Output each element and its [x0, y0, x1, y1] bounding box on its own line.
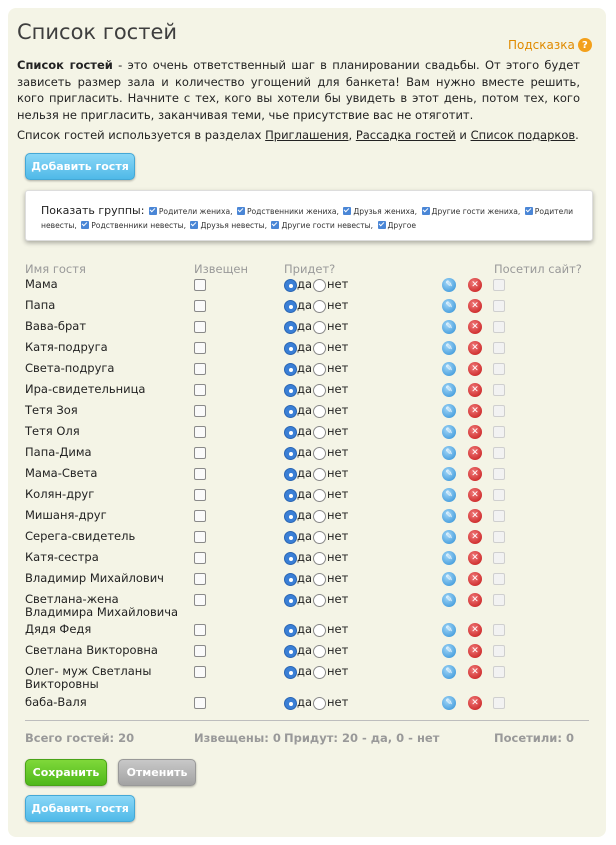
guest-name: Светлана-жена Владимира Михайловича	[25, 592, 179, 619]
coming-no-label: нет	[327, 340, 349, 354]
coming-yes-radio[interactable]	[284, 300, 297, 313]
visited-checkbox	[493, 531, 505, 543]
comma: ,	[348, 128, 353, 142]
table-divider	[25, 720, 589, 721]
delete-icon[interactable]: ✕	[468, 320, 482, 334]
group-checkbox[interactable]	[271, 221, 279, 229]
edit-icon[interactable]: ✎	[442, 530, 456, 544]
guest-name: Владимир Михайлович	[25, 571, 164, 585]
delete-icon[interactable]: ✕	[468, 341, 482, 355]
coming-no-radio[interactable]	[313, 384, 326, 397]
coming-yes-radio[interactable]	[284, 342, 297, 355]
visited-checkbox	[493, 468, 505, 480]
group-checkbox[interactable]	[149, 207, 157, 215]
coming-no-radio[interactable]	[313, 363, 326, 376]
coming-yes-label: да	[297, 508, 312, 522]
coming-yes-radio[interactable]	[284, 384, 297, 397]
guest-name: Катя-сестра	[25, 550, 99, 564]
guest-name: Папа-Дима	[25, 445, 92, 459]
group-label: Друзья жениха,	[353, 207, 418, 216]
notified-checkbox[interactable]	[194, 697, 206, 709]
group-label: Друзья невесты,	[200, 221, 268, 230]
coming-no-radio[interactable]	[313, 697, 326, 710]
notified-checkbox[interactable]	[194, 594, 206, 606]
visited-checkbox	[493, 321, 505, 333]
coming-yes-radio[interactable]	[284, 279, 297, 292]
delete-icon[interactable]: ✕	[468, 593, 482, 607]
guest-name: Светлана Викторовна	[25, 643, 158, 657]
edit-icon[interactable]: ✎	[442, 644, 456, 658]
delete-icon[interactable]: ✕	[468, 446, 482, 460]
group-checkbox[interactable]	[237, 207, 245, 215]
guest-name: Вава-брат	[25, 319, 87, 333]
coming-yes-label: да	[297, 622, 312, 636]
coming-yes-label: да	[297, 664, 312, 678]
visited-checkbox	[493, 697, 505, 709]
coming-no-radio[interactable]	[313, 531, 326, 544]
coming-yes-radio[interactable]	[284, 573, 297, 586]
coming-no-radio[interactable]	[313, 468, 326, 481]
coming-no-radio[interactable]	[313, 552, 326, 565]
help-icon: ?	[578, 38, 592, 52]
edit-icon[interactable]: ✎	[442, 467, 456, 481]
edit-icon[interactable]: ✎	[442, 383, 456, 397]
edit-icon[interactable]: ✎	[442, 299, 456, 313]
guest-name: Ира-свидетельница	[25, 382, 146, 396]
coming-yes-label: да	[297, 277, 312, 291]
visited-checkbox	[493, 342, 505, 354]
coming-no-label: нет	[327, 664, 349, 678]
delete-icon[interactable]: ✕	[468, 425, 482, 439]
notified-checkbox[interactable]	[194, 279, 206, 291]
intro-body: - это очень ответственный шаг в планировании свадьбы. От этого будет зависеть размер зала и количество угощений для банкета! Вам нужно вместе решить, кого пригласить. Начните с тех, кого вы хотели бы увидеть в этот день, потом тех, кого нельзя не пригласить, заканчивая теми, чье присутствие вас не отяготит.	[17, 58, 580, 122]
hint-label: Подсказка	[508, 38, 575, 52]
coming-no-radio[interactable]	[313, 573, 326, 586]
visited-checkbox	[493, 447, 505, 459]
guest-name: Света-подруга	[25, 361, 115, 375]
delete-icon[interactable]: ✕	[468, 299, 482, 313]
total-visited: Посетили: 0	[494, 731, 574, 745]
group-label: Родственники жениха,	[246, 207, 339, 216]
edit-icon[interactable]: ✎	[442, 696, 456, 710]
edit-icon[interactable]: ✎	[442, 320, 456, 334]
coming-no-radio[interactable]	[313, 624, 326, 637]
coming-no-label: нет	[327, 403, 349, 417]
coming-yes-radio[interactable]	[284, 468, 297, 481]
guest-name: Тетя Зоя	[25, 403, 78, 417]
notified-checkbox[interactable]	[194, 321, 206, 333]
header-notified: Извещен	[194, 262, 248, 276]
group-checkbox[interactable]	[422, 207, 430, 215]
edit-icon[interactable]: ✎	[442, 572, 456, 586]
edit-icon[interactable]: ✎	[442, 509, 456, 523]
visited-checkbox	[493, 489, 505, 501]
delete-icon[interactable]: ✕	[468, 278, 482, 292]
coming-no-radio[interactable]	[313, 666, 326, 679]
coming-no-radio[interactable]	[313, 426, 326, 439]
coming-yes-label: да	[297, 445, 312, 459]
delete-icon[interactable]: ✕	[468, 623, 482, 637]
coming-no-label: нет	[327, 277, 349, 291]
header-guest-name: Имя гостя	[25, 262, 86, 276]
coming-yes-label: да	[297, 319, 312, 333]
edit-icon[interactable]: ✎	[442, 623, 456, 637]
guest-name: Мишаня-друг	[25, 508, 107, 522]
notified-checkbox[interactable]	[194, 300, 206, 312]
guest-name: Мама-Света	[25, 466, 98, 480]
notified-checkbox[interactable]	[194, 447, 206, 459]
visited-checkbox	[493, 666, 505, 678]
guest-name: Катя-подруга	[25, 340, 108, 354]
coming-yes-label: да	[297, 571, 312, 585]
notified-checkbox[interactable]	[194, 468, 206, 480]
notified-checkbox[interactable]	[194, 531, 206, 543]
coming-no-label: нет	[327, 571, 349, 585]
coming-yes-radio[interactable]	[284, 645, 297, 658]
coming-yes-radio[interactable]	[284, 489, 297, 502]
coming-yes-radio[interactable]	[284, 447, 297, 460]
visited-checkbox	[493, 594, 505, 606]
visited-checkbox	[493, 573, 505, 585]
edit-icon[interactable]: ✎	[442, 665, 456, 679]
visited-checkbox	[493, 279, 505, 291]
delete-icon[interactable]: ✕	[468, 383, 482, 397]
coming-no-label: нет	[327, 643, 349, 657]
delete-icon[interactable]: ✕	[468, 488, 482, 502]
coming-yes-radio[interactable]	[284, 531, 297, 544]
notified-checkbox[interactable]	[194, 552, 206, 564]
coming-yes-radio[interactable]	[284, 321, 297, 334]
used-in-text	[17, 128, 579, 142]
guest-name: Дядя Федя	[25, 622, 92, 636]
edit-icon[interactable]: ✎	[442, 341, 456, 355]
total-guests: Всего гостей: 20	[25, 731, 135, 745]
coming-no-radio[interactable]	[313, 279, 326, 292]
coming-no-label: нет	[327, 445, 349, 459]
coming-yes-radio[interactable]	[284, 426, 297, 439]
guest-name: Серега-свидетель	[25, 529, 136, 543]
coming-no-label: нет	[327, 508, 349, 522]
guest-name: Мама	[25, 277, 58, 291]
notified-checkbox[interactable]	[194, 510, 206, 522]
save-button[interactable]: Сохранить	[25, 759, 107, 786]
total-coming: Придут: 20 - да, 0 - нет	[284, 731, 440, 745]
coming-no-label: нет	[327, 487, 349, 501]
coming-no-label: нет	[327, 529, 349, 543]
coming-no-radio[interactable]	[313, 645, 326, 658]
link-gifts[interactable]: Список подарков	[470, 128, 576, 142]
add-guest-button-top[interactable]: Добавить гостя	[25, 153, 135, 180]
group-checkbox[interactable]	[378, 221, 386, 229]
group-label: Родственники невесты,	[91, 221, 187, 230]
coming-yes-label: да	[297, 695, 312, 709]
notified-checkbox[interactable]	[194, 489, 206, 501]
header-coming: Придет?	[284, 262, 336, 276]
visited-checkbox	[493, 384, 505, 396]
notified-checkbox[interactable]	[194, 405, 206, 417]
group-checkbox[interactable]	[343, 207, 351, 215]
link-seating[interactable]: Рассадка гостей	[355, 128, 456, 142]
delete-icon[interactable]: ✕	[468, 551, 482, 565]
coming-yes-radio[interactable]	[284, 510, 297, 523]
notified-checkbox[interactable]	[194, 363, 206, 375]
intro-text	[17, 57, 580, 123]
coming-yes-radio[interactable]	[284, 594, 297, 607]
edit-icon[interactable]: ✎	[442, 446, 456, 460]
coming-no-radio[interactable]	[313, 321, 326, 334]
visited-checkbox	[493, 624, 505, 636]
coming-no-label: нет	[327, 361, 349, 375]
edit-icon[interactable]: ✎	[442, 278, 456, 292]
coming-yes-label: да	[297, 529, 312, 543]
link-invitations[interactable]: Приглашения	[265, 128, 349, 142]
coming-no-label: нет	[327, 592, 349, 606]
visited-checkbox	[493, 405, 505, 417]
visited-checkbox	[493, 363, 505, 375]
coming-no-radio[interactable]	[313, 405, 326, 418]
header-visited: Посетил сайт?	[494, 262, 582, 276]
edit-icon[interactable]: ✎	[442, 551, 456, 565]
cancel-button[interactable]: Отменить	[118, 759, 196, 786]
group-label: Другое	[387, 221, 417, 230]
and-word: и	[455, 128, 471, 142]
period: .	[575, 128, 579, 142]
coming-yes-label: да	[297, 424, 312, 438]
notified-checkbox[interactable]	[194, 342, 206, 354]
coming-yes-label: да	[297, 340, 312, 354]
coming-no-label: нет	[327, 319, 349, 333]
visited-checkbox	[493, 300, 505, 312]
notified-checkbox[interactable]	[194, 624, 206, 636]
coming-no-label: нет	[327, 550, 349, 564]
coming-no-radio[interactable]	[313, 489, 326, 502]
coming-no-label: нет	[327, 695, 349, 709]
hint-link[interactable]	[508, 38, 592, 52]
delete-icon[interactable]: ✕	[468, 404, 482, 418]
coming-yes-label: да	[297, 487, 312, 501]
notified-checkbox[interactable]	[194, 384, 206, 396]
coming-yes-radio[interactable]	[284, 405, 297, 418]
group-label: Другие гости невесты,	[281, 221, 374, 230]
coming-yes-radio[interactable]	[284, 666, 297, 679]
coming-no-radio[interactable]	[313, 594, 326, 607]
group-checkbox[interactable]	[190, 221, 198, 229]
visited-checkbox	[493, 552, 505, 564]
delete-icon[interactable]: ✕	[468, 509, 482, 523]
group-label: Другие гости жениха,	[431, 207, 521, 216]
delete-icon[interactable]: ✕	[468, 572, 482, 586]
guest-name: баба-Валя	[25, 695, 87, 709]
coming-yes-label: да	[297, 643, 312, 657]
coming-no-radio[interactable]	[313, 510, 326, 523]
delete-icon[interactable]: ✕	[468, 696, 482, 710]
coming-yes-label: да	[297, 361, 312, 375]
coming-yes-radio[interactable]	[284, 363, 297, 376]
delete-icon[interactable]: ✕	[468, 530, 482, 544]
visited-checkbox	[493, 510, 505, 522]
group-label: Родители жениха,	[158, 207, 233, 216]
intro-bold: Список гостей	[17, 58, 113, 72]
delete-icon[interactable]: ✕	[468, 665, 482, 679]
guest-name: Олег- муж Светланы Викторовны	[25, 664, 152, 691]
groups-label: Показать группы:	[41, 204, 145, 217]
edit-icon[interactable]: ✎	[442, 404, 456, 418]
coming-yes-label: да	[297, 592, 312, 606]
group-checkbox[interactable]	[81, 221, 89, 229]
coming-no-radio[interactable]	[313, 300, 326, 313]
page-title: Список гостей	[17, 20, 178, 44]
coming-yes-radio[interactable]	[284, 624, 297, 637]
notified-checkbox[interactable]	[194, 573, 206, 585]
guest-name: Колян-друг	[25, 487, 95, 501]
guest-name: Папа	[25, 298, 56, 312]
edit-icon[interactable]: ✎	[442, 593, 456, 607]
coming-yes-label: да	[297, 298, 312, 312]
used-in-prefix: Список гостей используется в разделах	[17, 128, 266, 142]
visited-checkbox	[493, 645, 505, 657]
coming-yes-radio[interactable]	[284, 697, 297, 710]
total-notified: Извещены: 0	[194, 731, 281, 745]
group-checkbox[interactable]	[525, 207, 533, 215]
group-label: Родители невесты,	[41, 207, 574, 230]
visited-checkbox	[493, 426, 505, 438]
coming-no-label: нет	[327, 622, 349, 636]
delete-icon[interactable]: ✕	[468, 362, 482, 376]
coming-no-label: нет	[327, 466, 349, 480]
coming-no-label: нет	[327, 424, 349, 438]
groups-filter-list	[41, 204, 581, 233]
guest-name: Тетя Оля	[25, 424, 80, 438]
coming-no-label: нет	[327, 298, 349, 312]
notified-checkbox[interactable]	[194, 426, 206, 438]
coming-no-label: нет	[327, 382, 349, 396]
add-guest-button-bottom[interactable]: Добавить гостя	[25, 795, 135, 822]
notified-checkbox[interactable]	[194, 645, 206, 657]
coming-no-radio[interactable]	[313, 447, 326, 460]
groups-filter-panel	[25, 190, 593, 241]
coming-yes-label: да	[297, 466, 312, 480]
edit-icon[interactable]: ✎	[442, 362, 456, 376]
delete-icon[interactable]: ✕	[468, 644, 482, 658]
coming-yes-label: да	[297, 403, 312, 417]
delete-icon[interactable]: ✕	[468, 467, 482, 481]
coming-yes-label: да	[297, 550, 312, 564]
coming-yes-radio[interactable]	[284, 552, 297, 565]
edit-icon[interactable]: ✎	[442, 488, 456, 502]
notified-checkbox[interactable]	[194, 666, 206, 678]
edit-icon[interactable]: ✎	[442, 425, 456, 439]
coming-yes-label: да	[297, 382, 312, 396]
coming-no-radio[interactable]	[313, 342, 326, 355]
